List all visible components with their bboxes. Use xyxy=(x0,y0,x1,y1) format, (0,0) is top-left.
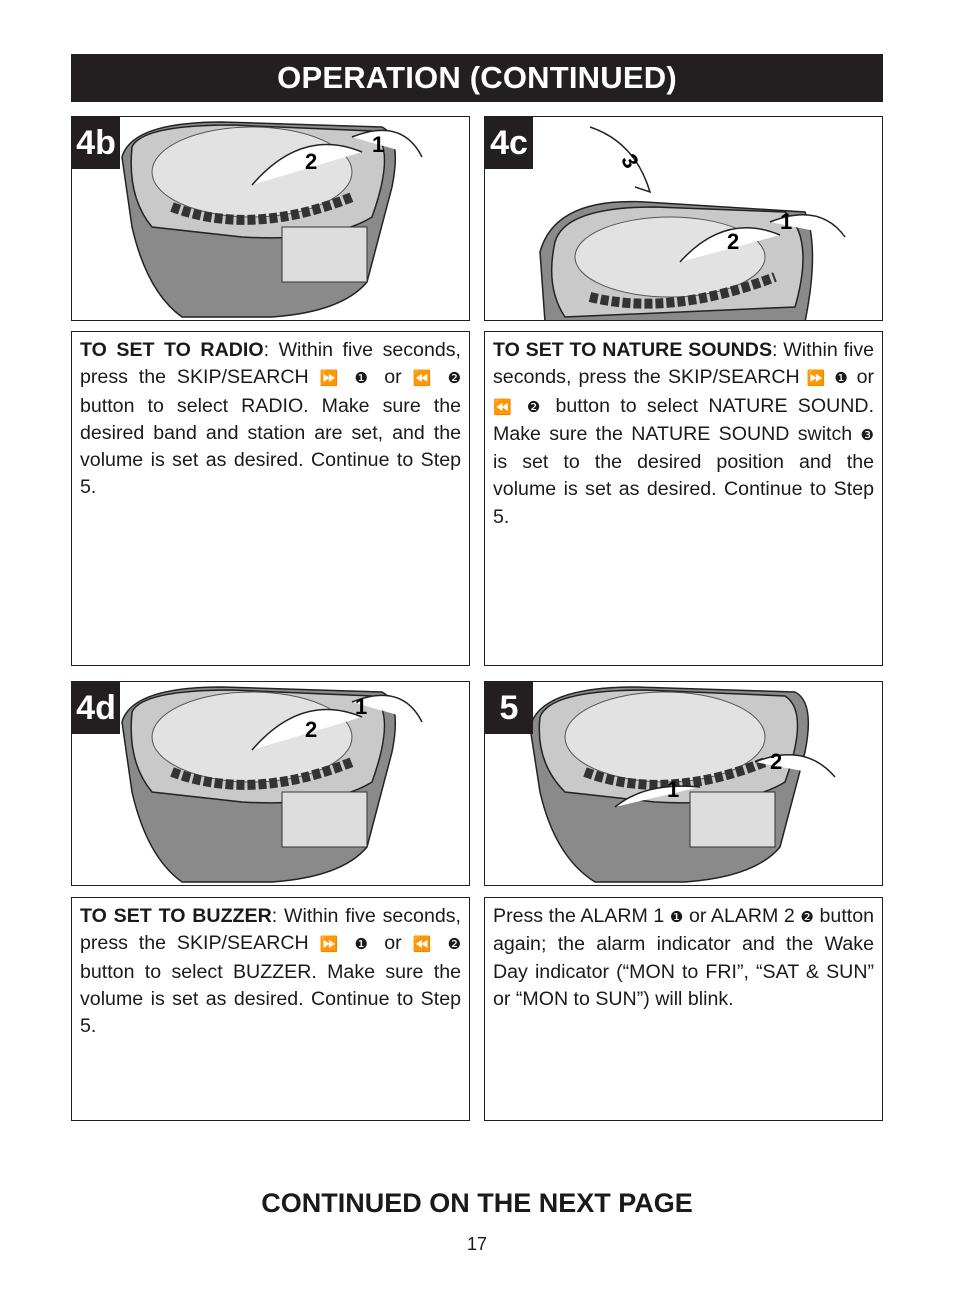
clock-radio-illustration xyxy=(485,682,883,886)
illustration-5 xyxy=(484,681,883,886)
step-tag-4d: 4d xyxy=(72,682,120,734)
skip-label: SKIP/SEARCH xyxy=(667,366,800,389)
heading: TO SET TO NATURE SOUNDS xyxy=(493,339,773,361)
body-line: Within five seconds, press the xyxy=(493,339,875,389)
step-tag-5: 5 xyxy=(485,682,533,734)
circled-2-icon: ❷ xyxy=(447,370,462,388)
callout-1: 1 xyxy=(667,777,680,802)
clock-radio-illustration xyxy=(72,117,470,321)
clock-radio-illustration xyxy=(485,117,883,321)
callout-3: 3 xyxy=(616,149,644,173)
section-title: OPERATION (CONTINUED) xyxy=(277,60,677,95)
section-header xyxy=(71,54,883,102)
callout-2: 2 xyxy=(727,229,740,254)
illustration-4d xyxy=(71,681,470,886)
circled-3-icon: ❸ xyxy=(860,426,874,444)
body-part-3: button again; the alarm indicator and the Wake Day indicator (“MON to FRI”, “SAT & SUN” or “MON to SUN”) will blink. xyxy=(493,905,875,1010)
button-to-text: button to xyxy=(80,394,164,417)
clock-radio-illustration xyxy=(72,682,470,886)
instruction-radio: TO SET TO RADIO: Within five seconds, press the SKIP/SEARCH ⏩ ❶ or ⏪ ❷ button to select RADIO. Make sure the desired band and station are set, and the volume is set as desired. Continue to Step 5. xyxy=(71,331,470,666)
body-rest-a: select NATURE SOUND. Make sure the NATURE SOUND switch xyxy=(493,394,875,445)
instruction-buzzer: TO SET TO BUZZER: Within five seconds, press the SKIP/SEARCH ⏩ ❶ or ⏪ ❷ button to select BUZZER. Make sure the volume is set as desired. Continue to Step 5. xyxy=(71,897,470,1121)
skip-label: SKIP/SEARCH xyxy=(176,932,309,955)
fast-forward-icon: ⏩ xyxy=(319,370,344,388)
callout-1: 1 xyxy=(372,132,385,157)
rewind-icon: ⏪ xyxy=(412,936,437,954)
body-rest: select BUZZER. Make sure the volume is set as desired. Continue to Step 5. xyxy=(80,960,462,1038)
callout-1: 1 xyxy=(780,209,793,234)
fast-forward-icon: ⏩ xyxy=(319,936,344,954)
callout-2: 2 xyxy=(305,149,318,174)
rewind-icon: ⏪ xyxy=(493,398,517,416)
body-part-2: or ALARM 2 xyxy=(688,905,795,927)
body-rest-b: is set to the desired position and the volume is set as desired. Continue to Step 5. xyxy=(493,451,874,528)
body-line: Within five seconds, press the xyxy=(80,905,461,955)
rewind-icon: ⏪ xyxy=(412,370,437,388)
button-to-text: button to xyxy=(555,394,637,417)
or-text: or xyxy=(384,932,402,955)
instruction-nature-sounds: TO SET TO NATURE SOUNDS: Within five seconds, press the SKIP/SEARCH ⏩ ❶ or ⏪ ❷ button to select NATURE SOUND. Make sure the NATURE SOUND switch ❸ is set to the desired position and the volume is set as desired. Continue to Step 5. xyxy=(484,331,883,666)
circled-2-icon: ❷ xyxy=(800,909,814,926)
callout-2: 2 xyxy=(305,717,318,742)
circled-1-icon: ❶ xyxy=(669,909,684,926)
fast-forward-icon: ⏩ xyxy=(806,370,828,388)
callout-1: 1 xyxy=(355,694,368,719)
body-rest: select RADIO. Make sure the desired band and station are set, and the volume is set as desired. Continue to Step 5. xyxy=(80,394,461,499)
circled-1-icon: ❶ xyxy=(354,936,374,954)
step-tag-4c: 4c xyxy=(485,117,533,169)
illustration-4c xyxy=(484,116,883,321)
circled-1-icon: ❶ xyxy=(834,370,850,388)
heading: TO SET TO RADIO xyxy=(80,339,264,361)
instruction-step-5 xyxy=(484,897,883,1121)
illustration-4b xyxy=(71,116,470,321)
heading: TO SET TO BUZZER xyxy=(80,905,272,927)
circled-2-icon: ❷ xyxy=(526,398,546,416)
callout-2: 2 xyxy=(770,749,783,774)
circled-2-icon: ❷ xyxy=(447,936,462,954)
or-text: or xyxy=(856,366,874,389)
button-to-text: button to xyxy=(80,960,162,983)
body-line: Within five seconds, press the xyxy=(80,339,461,389)
or-text: or xyxy=(384,366,402,389)
step-tag-4b: 4b xyxy=(72,117,120,169)
skip-label: SKIP/SEARCH xyxy=(176,366,309,389)
page-number: 17 xyxy=(466,1234,488,1254)
circled-1-icon: ❶ xyxy=(354,370,374,388)
body-part-1: Press the ALARM 1 xyxy=(493,905,665,927)
continued-notice: CONTINUED ON THE NEXT PAGE xyxy=(261,1188,693,1218)
